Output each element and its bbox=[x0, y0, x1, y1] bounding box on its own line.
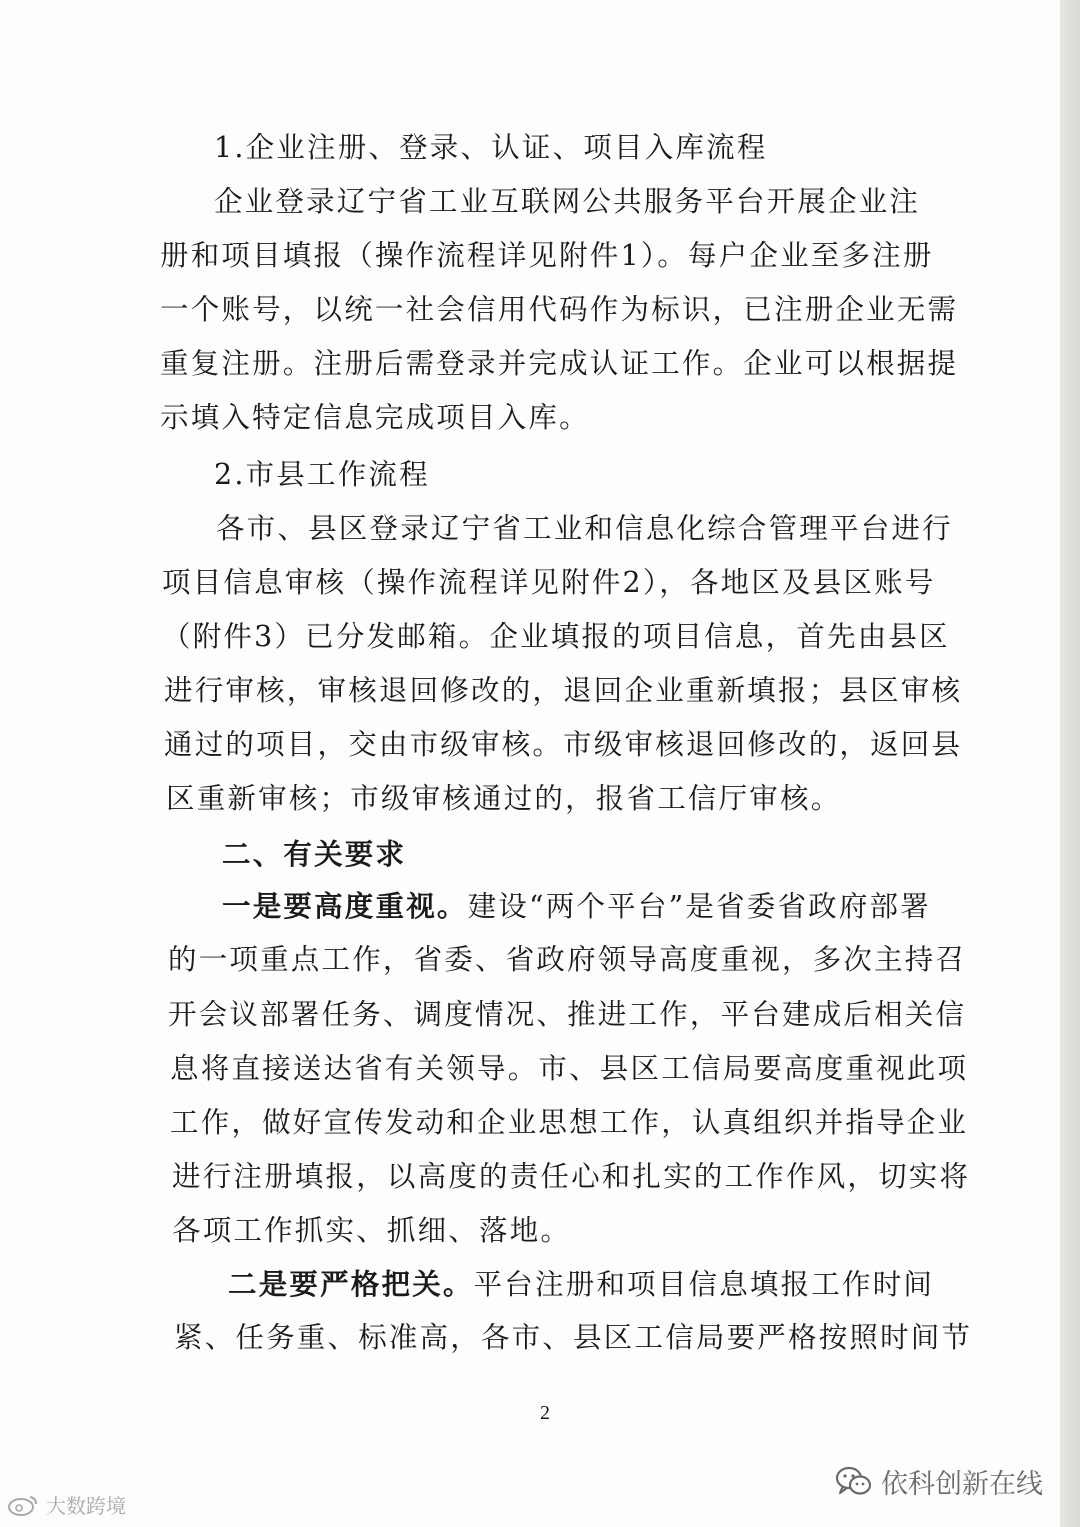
paragraph-line: 册和项目填报（操作流程详见附件1）。每户企业至多注册 bbox=[160, 239, 934, 272]
paragraph-line bbox=[228, 1264, 934, 1305]
section-heading-2: 2.市县工作流程 bbox=[214, 458, 430, 491]
paragraph-line: 息将直接送达省有关领导。市、县区工信局要高度重视此项 bbox=[170, 1052, 969, 1085]
paragraph-line: 重复注册。注册后需登录并完成认证工作。企业可以根据提 bbox=[160, 347, 959, 380]
section-title-requirements: 二、有关要求 bbox=[222, 837, 407, 871]
wechat-icon bbox=[835, 1466, 873, 1498]
paragraph-line: 紧、任务重、标准高，各市、县区工信局要严格按照时间节 bbox=[174, 1321, 973, 1354]
paragraph-line: 进行注册填报，以高度的责任心和扎实的工作作风，切实将 bbox=[172, 1160, 971, 1193]
paragraph-line: 项目信息审核（操作流程详见附件2），各地区及县区账号 bbox=[162, 566, 936, 599]
paragraph-line: 企业登录辽宁省工业互联网公共服务平台开展企业注 bbox=[214, 185, 921, 218]
emphasis-lead: 二是要严格把关。 bbox=[228, 1267, 474, 1301]
paragraph-line: 各市、县区登录辽宁省工业和信息化综合管理平台进行 bbox=[216, 512, 953, 545]
paragraph-line: 示填入特定信息完成项目入库。 bbox=[160, 401, 590, 434]
paragraph-line: 区重新审核；市级审核通过的，报省工信厅审核。 bbox=[166, 782, 842, 815]
page-number: 2 bbox=[540, 1402, 550, 1424]
watermark-text: 大数跨境 bbox=[46, 1494, 126, 1518]
paragraph-line bbox=[222, 886, 931, 927]
paragraph-line: 通过的项目，交由市级审核。市级审核退回修改的，返回县 bbox=[164, 728, 963, 761]
paragraph-text: 建设“两个平台”是省委省政府部署 bbox=[467, 890, 931, 923]
watermark-weibo bbox=[6, 1490, 126, 1519]
scan-edge bbox=[1060, 0, 1080, 1527]
watermark-text: 依科创新在线 bbox=[881, 1469, 1043, 1500]
section-heading-1: 1.企业注册、登录、认证、项目入库流程 bbox=[214, 131, 768, 164]
paragraph-text: 平台注册和项目信息填报工作时间 bbox=[473, 1268, 935, 1301]
weibo-icon bbox=[6, 1492, 40, 1518]
paragraph-line: 工作，做好宣传发动和企业思想工作，认真组织并指导企业 bbox=[170, 1106, 969, 1139]
watermark-wechat bbox=[835, 1462, 1043, 1501]
paragraph-line: 进行审核，审核退回修改的，退回企业重新填报；县区审核 bbox=[164, 674, 963, 707]
paragraph-line: 开会议部署任务、调度情况、推进工作，平台建成后相关信 bbox=[168, 998, 967, 1031]
paragraph-line: 各项工作抓实、抓细、落地。 bbox=[172, 1214, 572, 1247]
emphasis-lead: 一是要高度重视。 bbox=[222, 889, 468, 923]
paragraph-line: 的一项重点工作，省委、省政府领导高度重视，多次主持召 bbox=[168, 943, 967, 976]
paragraph-line: 一个账号，以统一社会信用代码作为标识，已注册企业无需 bbox=[160, 293, 959, 326]
paragraph-line: （附件3）已分发邮箱。企业填报的项目信息，首先由县区 bbox=[162, 620, 950, 653]
